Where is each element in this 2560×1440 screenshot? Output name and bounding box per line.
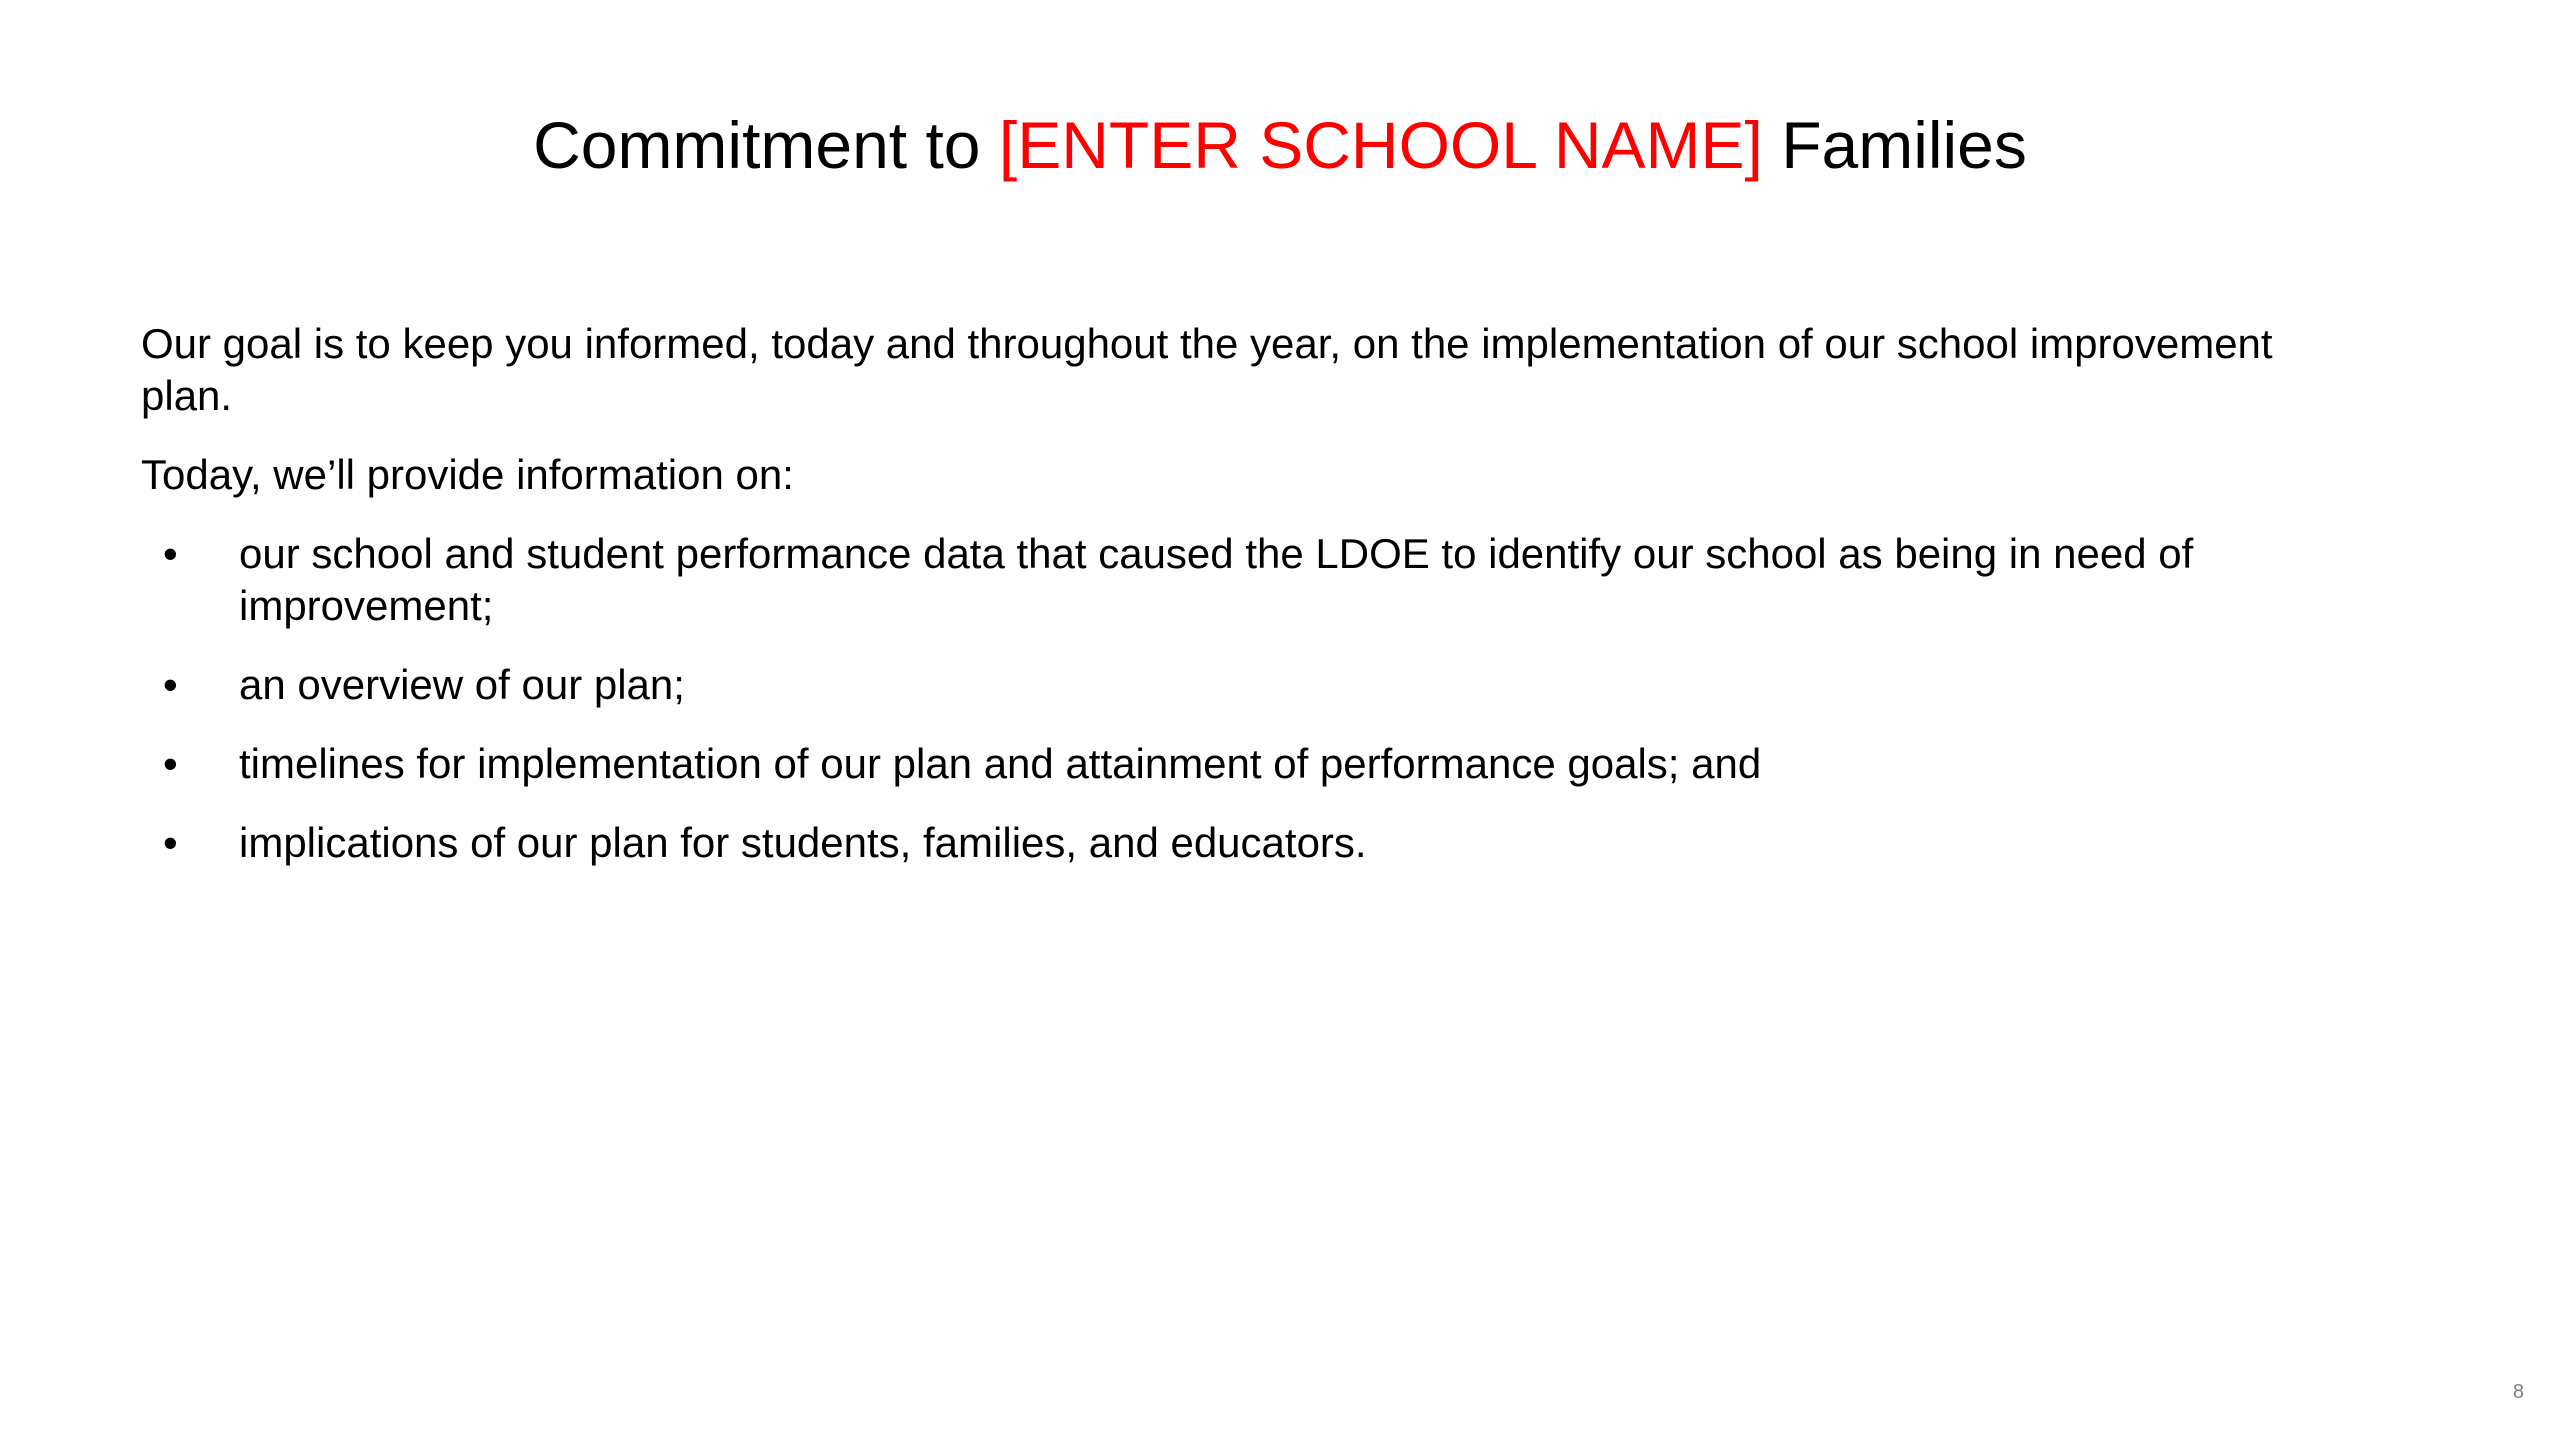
bullet-text: an overview of our plan; xyxy=(239,661,685,708)
bullet-item xyxy=(141,738,2371,790)
bullet-text: timelines for implementation of our plan and attainment of performance goals; and xyxy=(239,740,1762,787)
bullet-icon: • xyxy=(163,819,178,866)
bullet-icon: • xyxy=(163,661,178,708)
bullet-item xyxy=(141,528,2371,632)
intro-paragraph: Our goal is to keep you informed, today and throughout the year, on the implementation of our school improvement plan. xyxy=(141,320,2273,419)
bullet-list xyxy=(141,528,2371,869)
slide-title xyxy=(0,105,2560,185)
bullet-icon: • xyxy=(163,530,178,577)
bullet-text: implications of our plan for students, families, and educators. xyxy=(239,819,1367,866)
school-name-placeholder: [ENTER SCHOOL NAME] xyxy=(998,108,1763,182)
slide-body xyxy=(141,318,2371,896)
page-number: 8 xyxy=(2512,1381,2524,1403)
bullet-icon: • xyxy=(163,740,178,787)
title-suffix: Families xyxy=(1762,108,2027,182)
title-prefix: Commitment to xyxy=(533,108,999,182)
bullet-item xyxy=(141,659,2371,711)
bullet-text: our school and student performance data that caused the LDOE to identify our school as being in need of improvement; xyxy=(239,530,2194,629)
bullet-item xyxy=(141,817,2371,869)
lead-in-paragraph: Today, we’ll provide information on: xyxy=(141,451,794,498)
